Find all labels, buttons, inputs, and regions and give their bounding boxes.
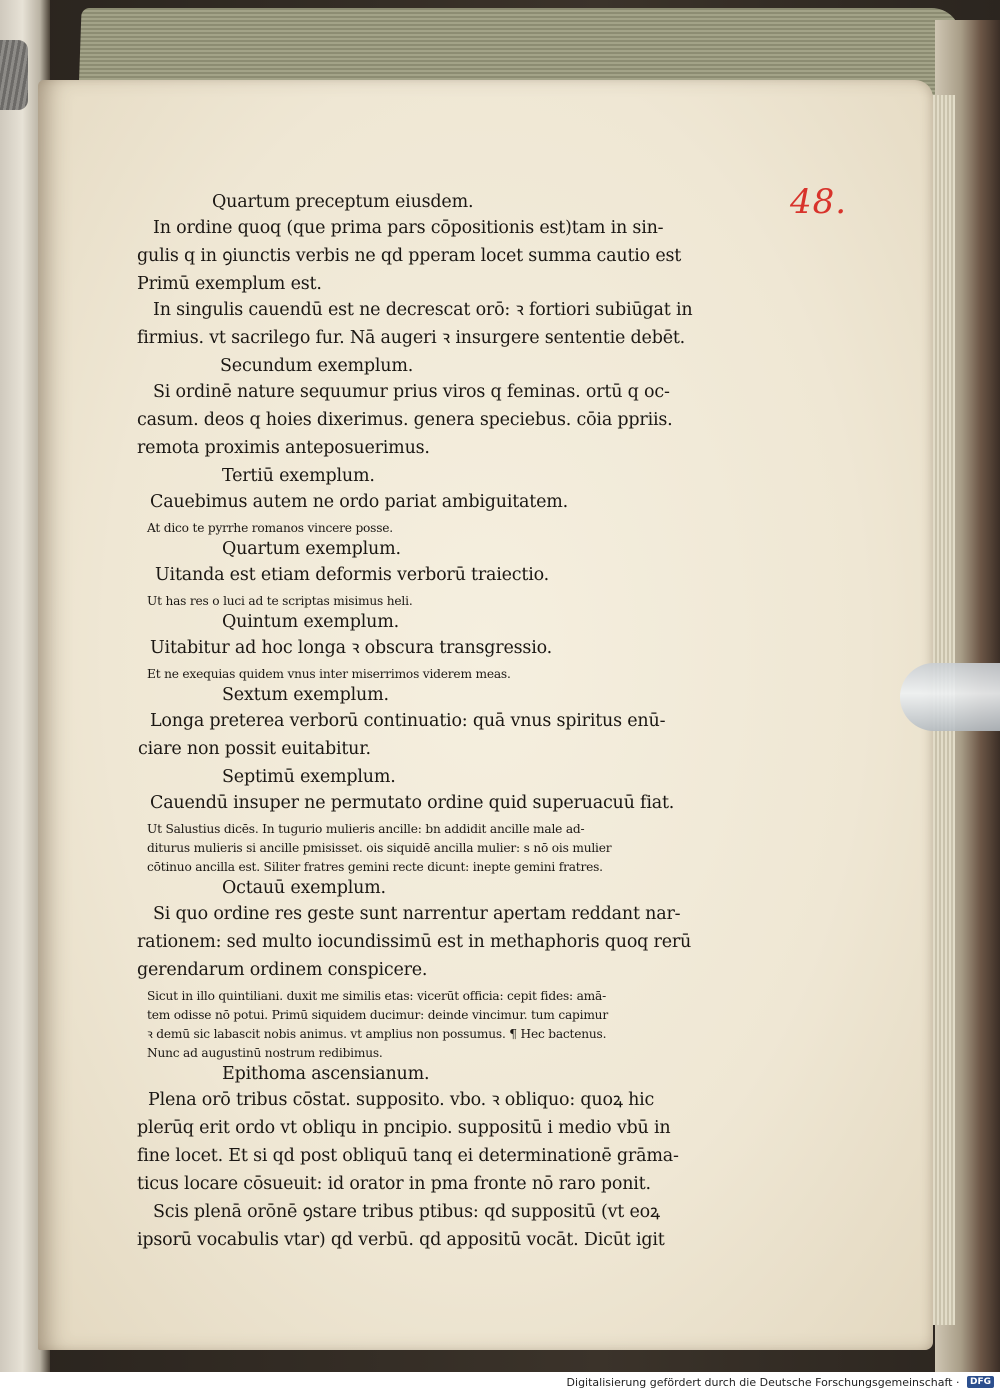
section-heading: Quintum exemplum. xyxy=(222,612,399,632)
section-heading: Octauū exemplum. xyxy=(222,878,386,898)
text-line: In ordine quoq (que prima pars cōpositionis est)tam in sin- xyxy=(153,218,664,238)
text-line: Uitanda est etiam deformis verborū traiectio. xyxy=(155,565,550,585)
text-line: remota proximis anteposuerimus. xyxy=(137,438,430,458)
section-heading: Primū exemplum est. xyxy=(137,274,322,294)
text-line: Nunc ad augustinū nostrum redibimus. xyxy=(147,1046,383,1060)
text-line: ciare non possit euitabitur. xyxy=(138,739,371,759)
text-line: Si ordinē nature sequumur prius viros q feminas. ortū q oc- xyxy=(153,382,670,402)
text-line: Et ne exequias quidem vnus inter miserrimos viderem meas. xyxy=(147,667,511,681)
footer-caption: Digitalisierung gefördert durch die Deutsche Forschungsgemeinschaft · DFG xyxy=(0,1372,1000,1392)
text-line: cōtinuo ancilla est. Siliter fratres gemini recte dicunt: inepte gemini fratres. xyxy=(147,860,603,874)
text-line: tem odisse nō potui. Primū siquidem ducimur: deinde vincimur. tum capimur xyxy=(147,1008,608,1022)
funding-caption: Digitalisierung gefördert durch die Deutsche Forschungsgemeinschaft xyxy=(566,1375,953,1389)
text-line: Plena orō tribus cōstat. supposito. vbo. ꝛ obliquo: quoꝝ hic xyxy=(148,1090,655,1110)
text-line: At dico te pyrrhe romanos vincere posse. xyxy=(147,521,393,535)
text-line: ticus locare cōsueuit: id orator in pma fronte nō raro ponit. xyxy=(137,1174,651,1194)
section-heading: Secundum exemplum. xyxy=(220,356,414,376)
bookmark-tab xyxy=(900,663,1000,731)
text-line: gulis q in ꝯiunctis verbis ne qd pperam locet summa cautio est xyxy=(137,246,682,266)
text-line: Ut has res o luci ad te scriptas misimus heli. xyxy=(147,594,413,608)
text-line: fine locet. Et si qd post obliquū tanq ei determinationē grāma- xyxy=(137,1146,679,1166)
section-heading: Quartum preceptum eiusdem. xyxy=(212,192,474,212)
section-heading: Sextum exemplum. xyxy=(222,685,389,705)
section-heading: Epithoma ascensianum. xyxy=(222,1064,430,1084)
text-line: Scis plenā orōnē ꝯstare tribus ptibus: qd suppositū (vt eoꝝ xyxy=(153,1202,660,1222)
text-line: rationem: sed multo iocundissimū est in methaphoris quoq rerū xyxy=(137,932,692,952)
text-line: Longa preterea verborū continuatio: quā vnus spiritus enū- xyxy=(150,711,666,731)
text-line: ipsorū vocabulis vtar) qd verbū. qd appositū vocāt. Dicūt igit xyxy=(137,1230,665,1250)
section-heading: Quartum exemplum. xyxy=(222,539,401,559)
text-line: Uitabitur ad hoc longa ꝛ obscura transgressio. xyxy=(150,638,552,658)
text-line: Si quo ordine res geste sunt narrentur apertam reddant nar- xyxy=(153,904,681,924)
text-line: In singulis cauendū est ne decrescat orō: ꝛ fortiori subiūgat in xyxy=(153,300,693,320)
section-heading: Septimū exemplum. xyxy=(222,767,396,787)
text-line: Cauebimus autem ne ordo pariat ambiguitatem. xyxy=(150,492,569,512)
section-heading: Tertiū exemplum. xyxy=(222,466,375,486)
text-line: Ut Salustius dicēs. In tugurio mulieris ancille: bn addidit ancille male ad- xyxy=(147,822,585,836)
text-line: gerendarum ordinem conspicere. xyxy=(137,960,428,980)
page-text xyxy=(137,192,750,1260)
text-line: Sicut in illo quintiliani. duxit me similis etas: vicerūt officia: cepit fides: amā- xyxy=(147,989,607,1003)
text-line: Cauendū insuper ne permutato ordine quid superuacuū fiat. xyxy=(150,793,675,813)
folio-number: 48. xyxy=(790,182,848,222)
text-line: firmius. vt sacrilego fur. Nā augeri ꝛ insurgere sententie debēt. xyxy=(137,328,686,348)
text-line: ꝛ demū sic labascit nobis animus. vt amplius non possumus. ¶ Hec bactenus. xyxy=(147,1027,607,1041)
text-line: casum. deos q hoies dixerimus. genera speciebus. cōia ppriis. xyxy=(137,410,673,430)
text-line: diturus mulieris si ancille pmisisset. ois siquidē ancilla mulier: s nō ois mulier xyxy=(147,841,612,855)
text-line: plerūq erit ordo vt obliqu in pncipio. suppositū i medio vbū in xyxy=(137,1118,671,1138)
dfg-logo: DFG xyxy=(967,1376,994,1388)
